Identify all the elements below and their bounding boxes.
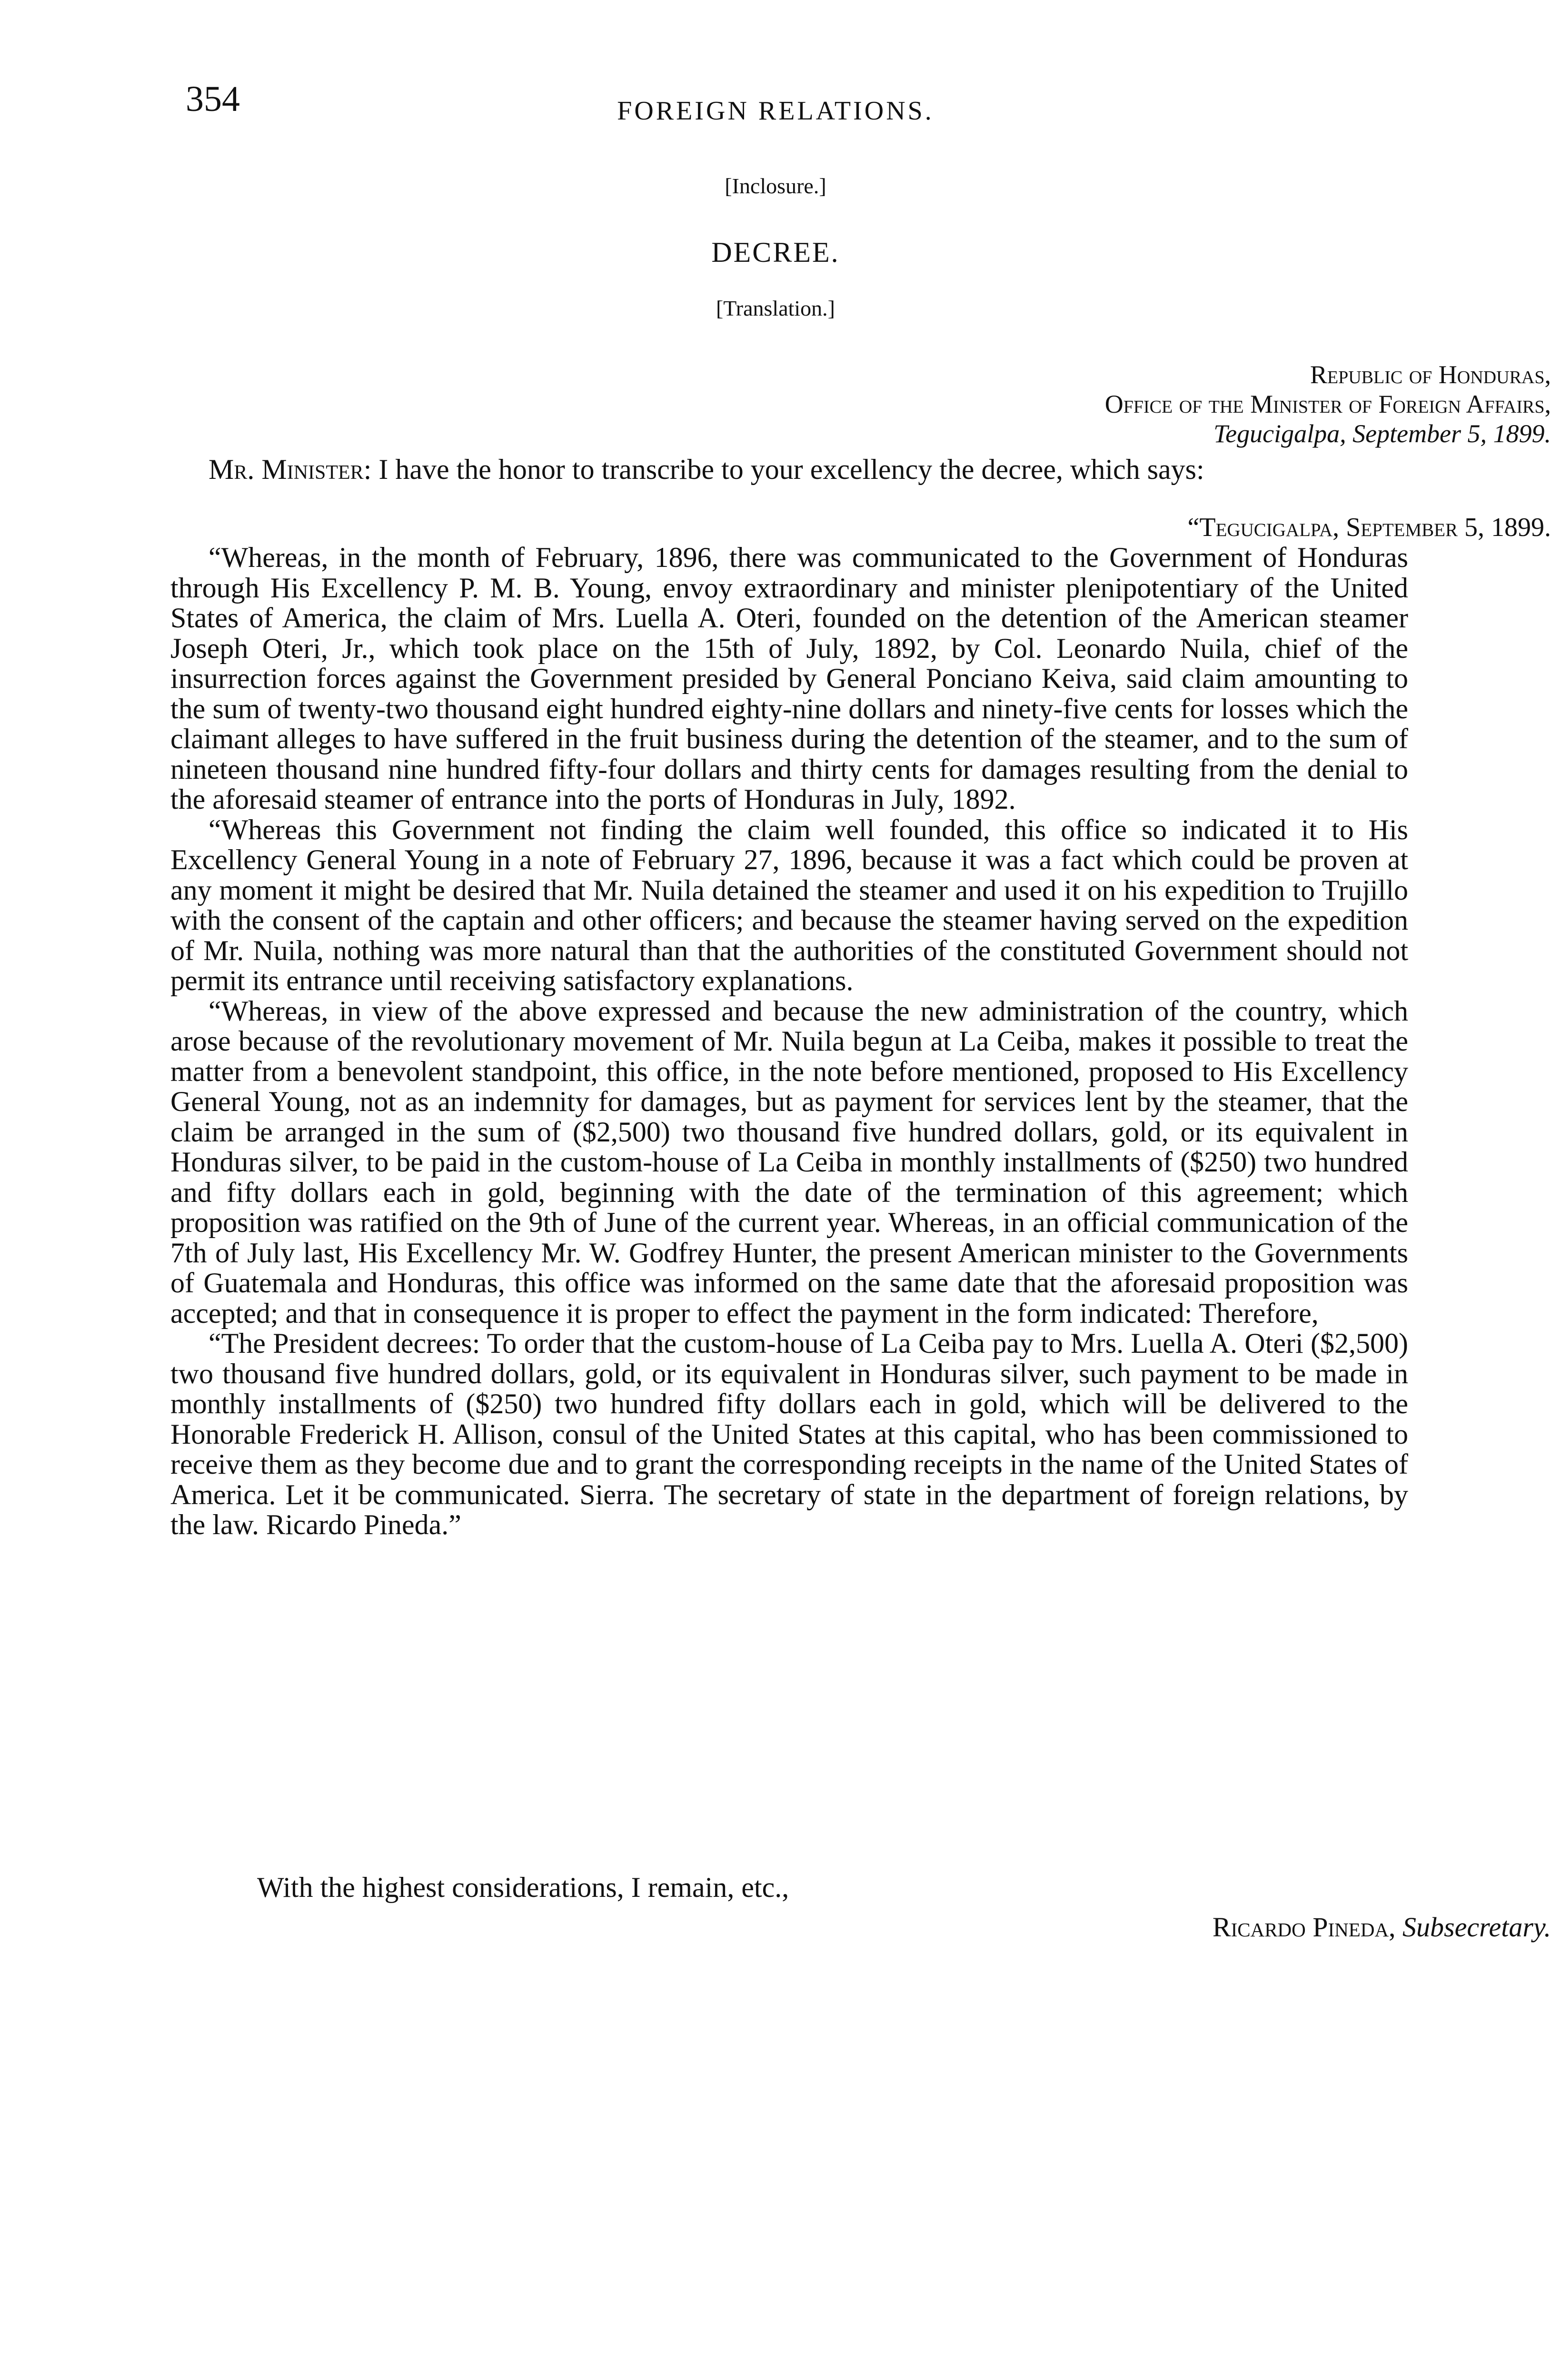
signature-block — [180, 1914, 1551, 1941]
letterhead-office: Office of the Minister of Foreign Affairs, — [1104, 390, 1551, 418]
paragraph: “Whereas this Government not finding the claim well founded, this office so indicated it to His Excellency General Young in a note of February 27, 1896, because it was a fact which could be proven at any moment it might be desired that Mr. Nuila detained the steamer and used it on his expedition to Trujillo with the consent of the captain and other officers; and because the steamer having served on the expedition of Mr. Nuila, nothing was more natural than that the authorities of the constituted Government should not permit its entrance until receiving satisfactory explanations. — [170, 813, 1408, 996]
decree-heading: DECREE. — [711, 237, 840, 268]
page-number: 354 — [186, 79, 240, 119]
inclosure-label: [Inclosure.] — [725, 174, 826, 198]
signature-title: Subsecretary. — [1402, 1912, 1551, 1943]
letterhead-place-date: Tegucigalpa, September 5, 1899. — [1213, 419, 1551, 448]
signature-name: Ricardo Pineda, — [1212, 1912, 1396, 1943]
paragraph: “The President decrees: To order that the custom-house of La Ceiba pay to Mrs. Luella A. Oteri ($2,500) two thousand five hundred dollars, gold, or its equivalent in Honduras silver, such payment to be made in monthly installments of ($250) two hundred fifty dollars each in gold, which will be delivered to the Honorable Frederick H. Allison, consul of the United States at this capital, who has been commissioned to receive them as they become due and to grant the corresponding receipts in the name of the United States of America. Let it be communicated. Sierra. The secretary of state in the department of foreign relations, by the law. Ricardo Pineda.” — [170, 1328, 1408, 1540]
paragraph: “Whereas, in the month of February, 1896, there was communicated to the Government of Honduras through His Excellency P. M. B. Young, envoy extraordinary and minister plenipotentiary of the United States of America, the claim of Mrs. Luella A. Oteri, founded on the detention of the American steamer Joseph Oteri, Jr., which took place on the 15th of July, 1892, by Col. Leonardo Nuila, chief of the insurrection forces against the Government presided by General Ponciano Keiva, said claim amounting to the sum of twenty-two thousand eight hundred eighty-nine dollars and ninety-five cents for losses which the claimant alleges to have suffered in the fruit business during the detention of the steamer, and to the sum of nineteen thousand nine hundred fifty-four dollars and thirty cents for damages resulting from the denial to the aforesaid steamer of entrance into the ports of Honduras in July, 1892. — [170, 542, 1408, 815]
closing-line: With the highest considerations, I remain, etc., — [257, 1872, 789, 1903]
decree-body — [170, 543, 1408, 1540]
salutation-addressee: Mr. Minister: — [209, 454, 372, 485]
letterhead-republic: Republic of Honduras, — [1310, 360, 1551, 389]
translation-label: [Translation.] — [716, 296, 835, 320]
running-title: FOREIGN RELATIONS. — [617, 96, 934, 126]
salutation — [170, 455, 1408, 485]
decree-dateline: “Tegucigalpa, September 5, 1899. — [1187, 513, 1551, 542]
paragraph: “Whereas, in view of the above expressed and because the new administration of the country, which arose because of the revolutionary movement of Mr. Nuila begun at La Ceiba, makes it possible to treat the matter from a benevolent standpoint, this office, in the note before mentioned, proposed to His Excellency General Young, not as an indemnity for damages, but as payment for services lent by the steamer, that the claim be arranged in the sum of ($2,500) two thousand five hundred dollars, gold, or its equivalent in Honduras silver, to be paid in the custom-house of La Ceiba in monthly installments of ($250) two hundred and fifty dollars each in gold, beginning with the date of the termination of this agreement; which proposition was ratified on the 9th of June of the current year. Whereas, in an official communication of the 7th of July last, His Excellency Mr. W. Godfrey Hunter, the present American minister to the Governments of Guatemala and Honduras, this office was informed on the same date that the aforesaid proposition was accepted; and that in consequence it is proper to effect the payment in the form indicated: Therefore, — [170, 995, 1408, 1329]
salutation-text: I have the honor to transcribe to your excellency the decree, which says: — [378, 454, 1204, 485]
